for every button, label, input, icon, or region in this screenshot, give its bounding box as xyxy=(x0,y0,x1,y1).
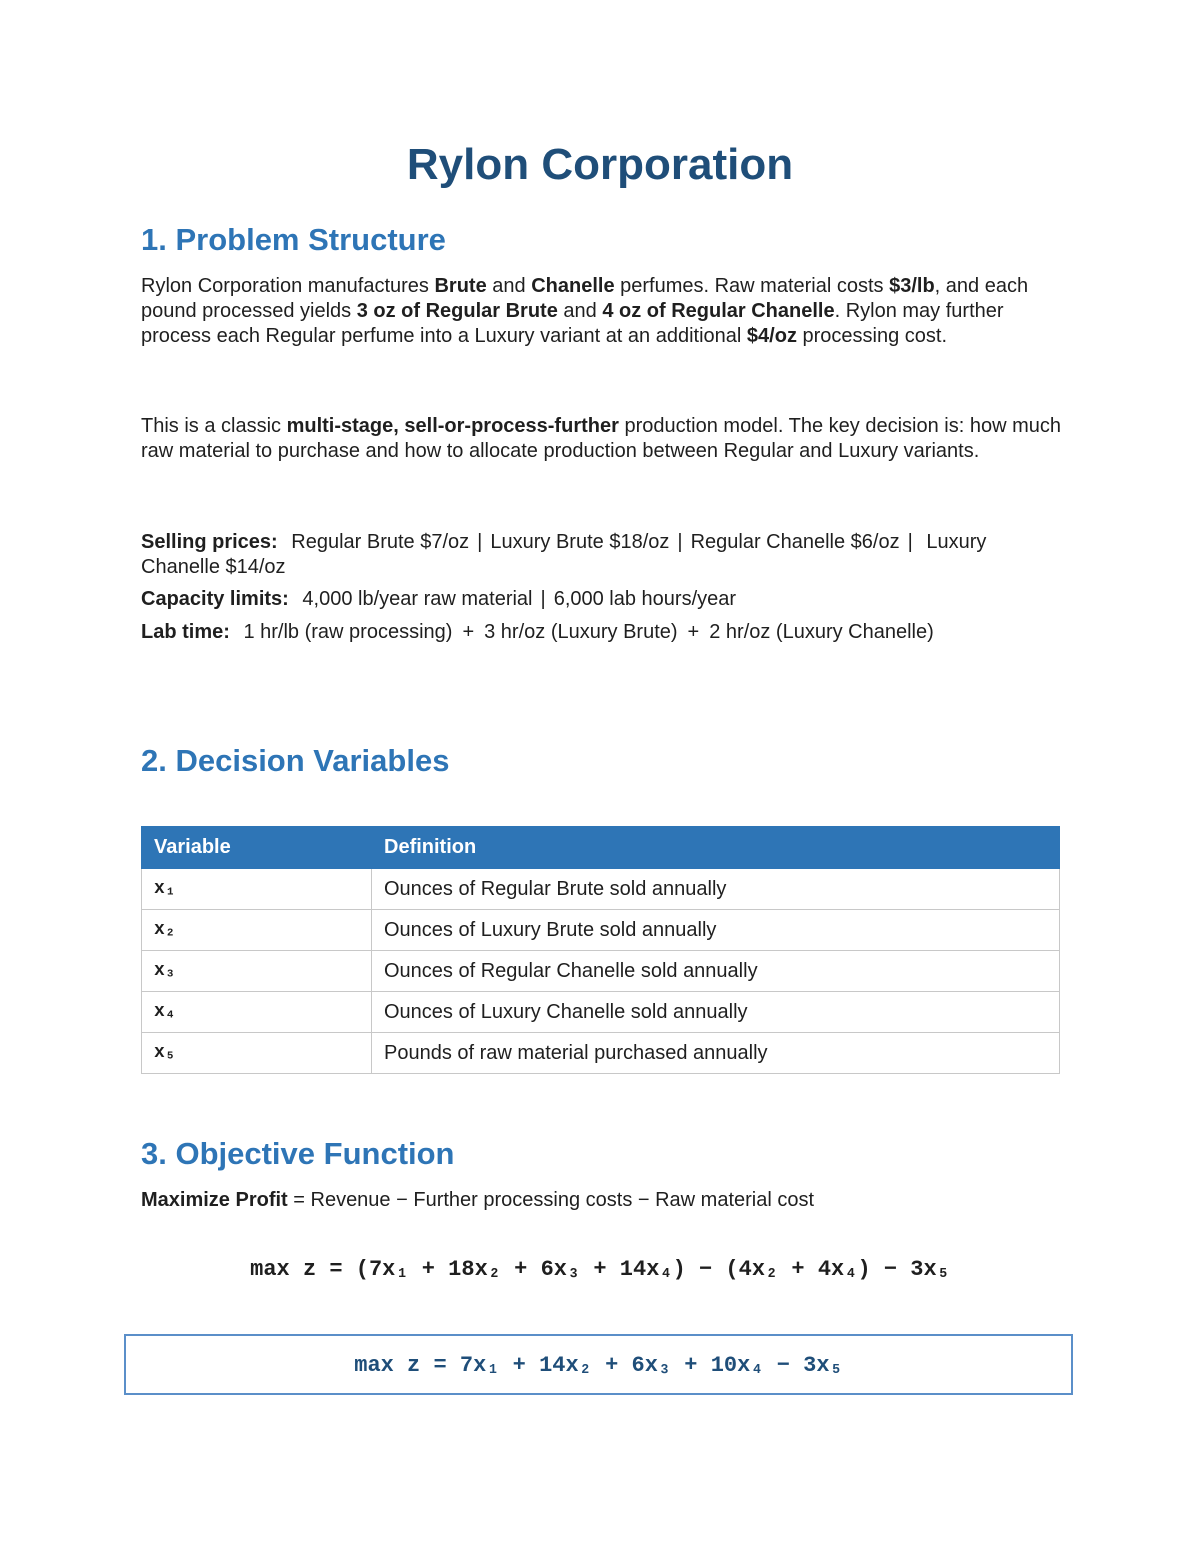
emphasized-text: Chanelle xyxy=(531,275,615,297)
objective-formula-simplified: max z = 7x₁ + 14x₂ + 6x₃ + 10x₄ − 3x₅ xyxy=(354,1353,843,1378)
selling-price-item: Luxury Chanelle $14/oz xyxy=(141,531,987,578)
lab-time-item: 1 hr/lb (raw processing) xyxy=(243,621,453,643)
selling-price-item: Regular Brute $7/oz xyxy=(291,531,470,553)
variable-cell: x₂ xyxy=(142,910,372,951)
paragraph-text: , and each pound processed yields xyxy=(141,275,1029,322)
model-description-paragraph xyxy=(141,414,1066,464)
section-heading-decision-variables: 2. Decision Variables xyxy=(141,743,450,778)
capacity-limits-line: Capacity limits: 4,000 lb/year raw material | 6,000 lab hours/year xyxy=(141,588,737,610)
emphasized-text: 3 oz of Regular Brute xyxy=(356,300,558,322)
paragraph-text: and xyxy=(557,300,603,322)
variable-cell: x₃ xyxy=(142,951,372,992)
emphasized-text: $4/oz xyxy=(746,325,797,347)
emphasized-text: $3/lb xyxy=(889,275,935,297)
selling-prices-line: Selling prices: Regular Brute $7/oz | Luxury Brute $18/oz | Regular Chanelle $6/oz | Luxury Chanelle $14/oz xyxy=(141,531,987,578)
profit-definition-line xyxy=(141,1188,814,1213)
paragraph-text: perfumes. Raw material costs xyxy=(614,275,890,297)
table-row xyxy=(142,1033,1060,1074)
definition-cell: Ounces of Luxury Chanelle sold annually xyxy=(372,992,1060,1033)
objective-formula-expanded: max z = (7x₁ + 18x₂ + 6x₃ + 14x₄) − (4x₂ + 4x₄) − 3x₅ xyxy=(250,1257,950,1282)
capacity-item: 6,000 lab hours/year xyxy=(553,588,737,610)
emphasized-text: Brute xyxy=(434,275,487,297)
selling-prices-label: Selling prices: xyxy=(141,531,278,553)
lab-time-label: Lab time: xyxy=(141,621,230,643)
table-row xyxy=(142,910,1060,951)
paragraph-text: production model. The key decision is: how much raw material to purchase and how to allocate production between Regular and Luxury variants. xyxy=(141,415,1061,462)
table-header-definition: Definition xyxy=(372,827,1060,869)
paragraph-text: This is a classic xyxy=(141,415,287,437)
definition-cell: Ounces of Regular Brute sold annually xyxy=(372,869,1060,910)
variable-cell: x₄ xyxy=(142,992,372,1033)
capacity-label: Capacity limits: xyxy=(141,588,289,610)
definition-cell: Ounces of Luxury Brute sold annually xyxy=(372,910,1060,951)
capacity-item: 4,000 lb/year raw material xyxy=(302,588,533,610)
table-row xyxy=(142,869,1060,910)
paragraph-text: and xyxy=(486,275,532,297)
table-row xyxy=(142,992,1060,1033)
profit-definition-label: Maximize Profit xyxy=(141,1189,288,1211)
decision-variables-table xyxy=(141,826,1060,1074)
page-title: Rylon Corporation xyxy=(406,140,794,189)
lab-time-line: Lab time: 1 hr/lb (raw processing) + 3 hr/oz (Luxury Brute) + 2 hr/oz (Luxury Chanelle) xyxy=(141,621,934,643)
variable-cell: x₅ xyxy=(142,1033,372,1074)
table-header-variable: Variable xyxy=(142,827,372,869)
profit-definition-text: = Revenue − Further processing costs − Raw material cost xyxy=(287,1189,815,1211)
lab-time-item: 2 hr/oz (Luxury Chanelle) xyxy=(709,621,934,643)
paragraph-text: Rylon Corporation manufactures xyxy=(141,275,435,297)
emphasized-text: multi-stage, sell-or-process-further xyxy=(286,415,619,437)
table-header-row xyxy=(142,827,1060,869)
definition-cell: Ounces of Regular Chanelle sold annually xyxy=(372,951,1060,992)
problem-description-paragraph xyxy=(141,274,1066,349)
section-heading-objective-function: 3. Objective Function xyxy=(141,1136,455,1171)
selling-price-item: Regular Chanelle $6/oz xyxy=(690,531,900,553)
definition-cell: Pounds of raw material purchased annually xyxy=(372,1033,1060,1074)
section-heading-problem-structure: 1. Problem Structure xyxy=(141,222,446,257)
selling-price-item: Luxury Brute $18/oz xyxy=(490,531,670,553)
paragraph-text: . Rylon may further process each Regular perfume into a Luxury variant at an additional xyxy=(141,300,1004,347)
paragraph-text: processing cost. xyxy=(796,325,948,347)
objective-formula-box xyxy=(124,1334,1073,1395)
variable-cell: x₁ xyxy=(142,869,372,910)
emphasized-text: 4 oz of Regular Chanelle xyxy=(602,300,835,322)
lab-time-item: 3 hr/oz (Luxury Brute) xyxy=(484,621,678,643)
table-row xyxy=(142,951,1060,992)
